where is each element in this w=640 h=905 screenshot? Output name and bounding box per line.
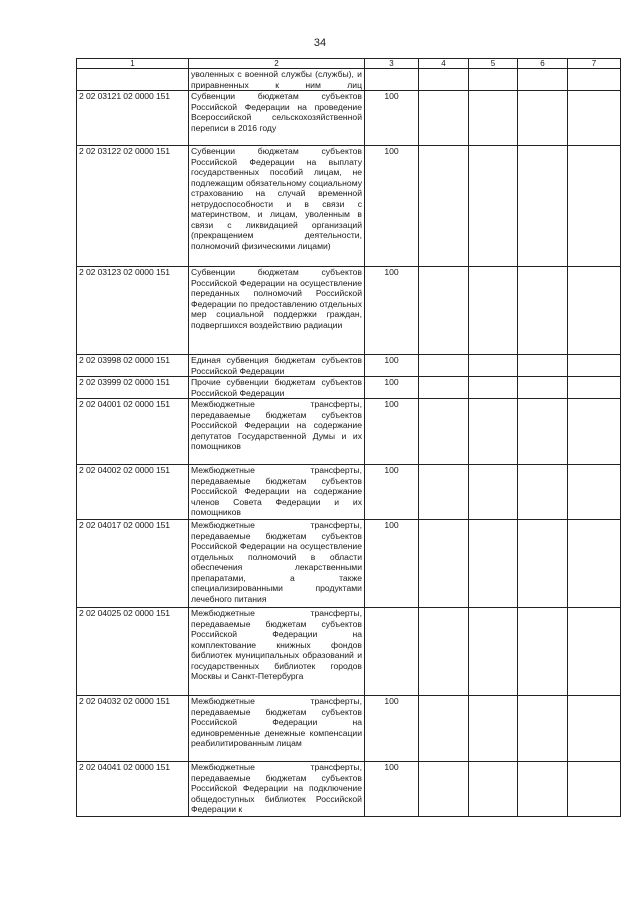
table-row <box>77 91 621 146</box>
empty-cell <box>568 377 621 399</box>
empty-cell <box>419 69 469 91</box>
revenue-description: Субвенции бюджетам субъектов Российской Федерации на проведение Всероссийской сельскохозяйственной переписи в 2016 году <box>189 91 365 146</box>
empty-cell <box>419 146 469 267</box>
budget-table <box>76 58 621 817</box>
revenue-description: Субвенции бюджетам субъектов Российской Федерации на осуществление переданных полномочий Российской Федерации по предоставлению отдельных мер социальной поддержки граждан, подвергшихся воздействию радиации <box>189 267 365 355</box>
empty-cell <box>518 146 568 267</box>
column-header: 4 <box>419 59 469 69</box>
norm-percent: 100 <box>365 91 419 146</box>
column-header: 5 <box>469 59 518 69</box>
empty-cell <box>568 355 621 377</box>
empty-cell <box>568 608 621 696</box>
empty-cell <box>568 399 621 465</box>
empty-cell <box>419 762 469 817</box>
norm-percent: 100 <box>365 399 419 465</box>
budget-code: 2 02 03999 02 0000 151 <box>77 377 189 399</box>
budget-code <box>77 69 189 91</box>
norm-percent: 100 <box>365 377 419 399</box>
empty-cell <box>518 696 568 762</box>
empty-cell <box>419 608 469 696</box>
column-number-row <box>77 59 621 69</box>
budget-code: 2 02 04032 02 0000 151 <box>77 696 189 762</box>
norm-percent <box>365 69 419 91</box>
empty-cell <box>469 146 518 267</box>
revenue-description: Субвенции бюджетам субъектов Российской Федерации на выплату государственных пособий лицам, не подлежащим обязательному социальному страхованию на случай временной нетрудоспособности и в связи с материнством, и лицам, уволенным в связи с ликвидацией организаций (прекращением деятельности, полномочий физическими лицами) <box>189 146 365 267</box>
empty-cell <box>568 91 621 146</box>
empty-cell <box>419 91 469 146</box>
revenue-description: Межбюджетные трансферты, передаваемые бюджетам субъектов Российской Федерации на осуществление отдельных полномочий в области обеспечения лекарственными препаратами, а также специализированными продуктами лечебного питания <box>189 520 365 608</box>
empty-cell <box>518 91 568 146</box>
revenue-description: уволенных с военной службы (службы), и приравненных к ним лиц <box>189 69 365 91</box>
table-row <box>77 146 621 267</box>
empty-cell <box>518 267 568 355</box>
budget-code: 2 02 03121 02 0000 151 <box>77 91 189 146</box>
empty-cell <box>469 520 518 608</box>
budget-code: 2 02 04017 02 0000 151 <box>77 520 189 608</box>
norm-percent: 100 <box>365 465 419 520</box>
empty-cell <box>469 608 518 696</box>
table-row <box>77 696 621 762</box>
table-row <box>77 355 621 377</box>
empty-cell <box>469 465 518 520</box>
empty-cell <box>469 69 518 91</box>
revenue-description: Прочие субвенции бюджетам субъектов Российской Федерации <box>189 377 365 399</box>
budget-code: 2 02 04002 02 0000 151 <box>77 465 189 520</box>
empty-cell <box>419 696 469 762</box>
empty-cell <box>568 696 621 762</box>
empty-cell <box>518 608 568 696</box>
column-header: 1 <box>77 59 189 69</box>
empty-cell <box>419 399 469 465</box>
empty-cell <box>518 465 568 520</box>
table-row <box>77 399 621 465</box>
table-row <box>77 377 621 399</box>
table-row <box>77 465 621 520</box>
empty-cell <box>568 69 621 91</box>
column-header: 6 <box>518 59 568 69</box>
budget-code: 2 02 04025 02 0000 151 <box>77 608 189 696</box>
norm-percent: 100 <box>365 146 419 267</box>
empty-cell <box>419 465 469 520</box>
column-header: 2 <box>189 59 365 69</box>
budget-code: 2 02 03123 02 0000 151 <box>77 267 189 355</box>
empty-cell <box>518 520 568 608</box>
empty-cell <box>568 762 621 817</box>
empty-cell <box>419 267 469 355</box>
revenue-description: Межбюджетные трансферты, передаваемые бюджетам субъектов Российской Федерации на комплектование книжных фондов библиотек муниципальных образований и государственных библиотек городов Москвы и Санкт-Петербурга <box>189 608 365 696</box>
empty-cell <box>419 520 469 608</box>
norm-percent: 100 <box>365 762 419 817</box>
revenue-description: Межбюджетные трансферты, передаваемые бюджетам субъектов Российской Федерации на подключение общедоступных библиотек Российской Федерации к <box>189 762 365 817</box>
empty-cell <box>469 91 518 146</box>
empty-cell <box>469 762 518 817</box>
norm-percent: 100 <box>365 355 419 377</box>
empty-cell <box>469 377 518 399</box>
empty-cell <box>568 520 621 608</box>
norm-percent <box>365 608 419 696</box>
table-row <box>77 608 621 696</box>
empty-cell <box>469 355 518 377</box>
empty-cell <box>469 696 518 762</box>
empty-cell <box>518 69 568 91</box>
revenue-description: Единая субвенция бюджетам субъектов Российской Федерации <box>189 355 365 377</box>
table-row <box>77 520 621 608</box>
norm-percent: 100 <box>365 520 419 608</box>
empty-cell <box>568 146 621 267</box>
revenue-description: Межбюджетные трансферты, передаваемые бюджетам субъектов Российской Федерации на содержание депутатов Государственной Думы и их помощников <box>189 399 365 465</box>
empty-cell <box>518 355 568 377</box>
empty-cell <box>568 267 621 355</box>
empty-cell <box>518 399 568 465</box>
empty-cell <box>419 355 469 377</box>
empty-cell <box>469 267 518 355</box>
norm-percent: 100 <box>365 267 419 355</box>
table-row <box>77 762 621 817</box>
norm-percent: 100 <box>365 696 419 762</box>
page-number: 34 <box>313 37 327 49</box>
budget-code: 2 02 03998 02 0000 151 <box>77 355 189 377</box>
column-header: 3 <box>365 59 419 69</box>
revenue-description: Межбюджетные трансферты, передаваемые бюджетам субъектов Российской Федерации на единовременные денежные компенсации реабилитированным лицам <box>189 696 365 762</box>
budget-code: 2 02 03122 02 0000 151 <box>77 146 189 267</box>
table-row <box>77 69 621 91</box>
column-header: 7 <box>568 59 621 69</box>
empty-cell <box>518 377 568 399</box>
empty-cell <box>419 377 469 399</box>
budget-code: 2 02 04001 02 0000 151 <box>77 399 189 465</box>
revenue-description: Межбюджетные трансферты, передаваемые бюджетам субъектов Российской Федерации на содержание членов Совета Федерации и их помощников <box>189 465 365 520</box>
budget-code: 2 02 04041 02 0000 151 <box>77 762 189 817</box>
table-row <box>77 267 621 355</box>
empty-cell <box>568 465 621 520</box>
empty-cell <box>518 762 568 817</box>
empty-cell <box>469 399 518 465</box>
